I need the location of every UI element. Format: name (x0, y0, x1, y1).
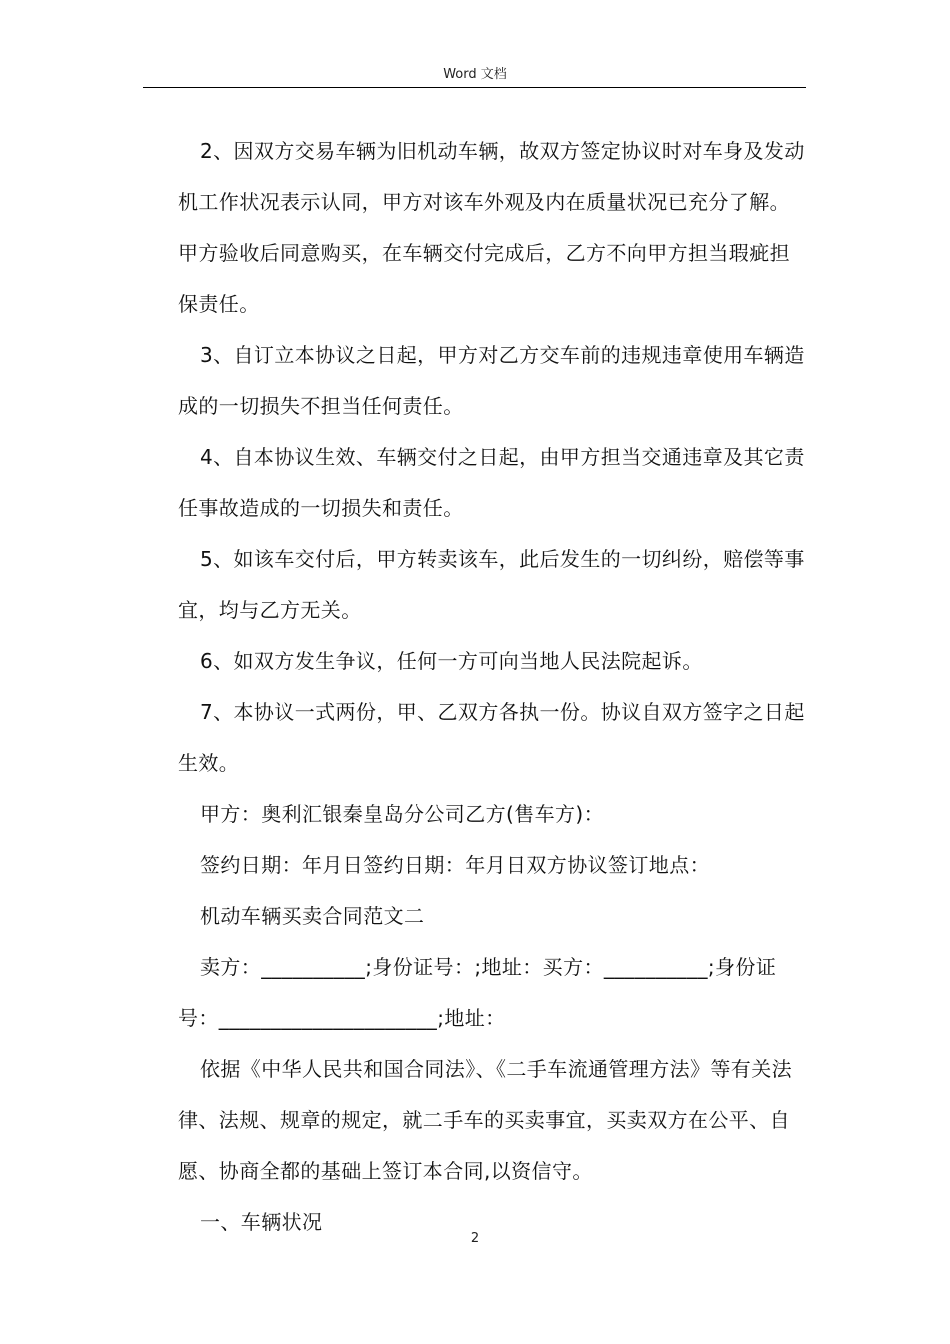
party-line: 甲方：奥利汇银秦皇岛分公司乙方(售车方)： (200, 802, 605, 826)
seller-buyer-line: 卖方：__________;身份证号：;地址：买方：__________;身份证号：_____________________;地址： (178, 955, 777, 1030)
legal-basis-paragraph: 依据《中华人民共和国合同法》、《二手车流通管理方法》等有关法律、法规、规章的规定，就二手车的买卖事宜，买卖双方在公平、自愿、协商全都的基础上签订本合同,以资信守。 (178, 1057, 792, 1183)
clause-7-paragraph: 7、本协议一式两份，甲、乙双方各执一份。协议自双方签字之日起生效。 (178, 700, 805, 775)
clause-6-paragraph: 6、如双方发生争议，任何一方可向当地人民法院起诉。 (200, 649, 703, 673)
clause-3-paragraph: 3、自订立本协议之日起，甲方对乙方交车前的违规违章使用车辆造成的一切损失不担当任何责任。 (178, 343, 805, 418)
vehicle-status-heading: 一、车辆状况 (200, 1210, 323, 1234)
section-title: 机动车辆买卖合同范文二 (200, 904, 425, 928)
page-number: 2 (470, 1231, 480, 1246)
document-body (178, 126, 808, 1248)
clause-4-paragraph: 4、自本协议生效、车辆交付之日起，由甲方担当交通违章及其它责任事故造成的一切损失和责任。 (178, 445, 805, 520)
header-divider (143, 87, 806, 88)
clause-5-paragraph: 5、如该车交付后，甲方转卖该车，此后发生的一切纠纷，赔偿等事宜，均与乙方无关。 (178, 547, 805, 622)
clause-2-paragraph: 2、因双方交易车辆为旧机动车辆，故双方签定协议时对车身及发动机工作状况表示认同，甲方对该车外观及内在质量状况已充分了解。甲方验收后同意购买，在车辆交付完成后，乙方不向甲方担当瑕疵担保责任。 (178, 139, 805, 316)
document-header-title: Word 文档 (443, 67, 507, 82)
signing-date-line: 签约日期：年月日签约日期：年月日双方协议签订地点： (200, 853, 710, 877)
